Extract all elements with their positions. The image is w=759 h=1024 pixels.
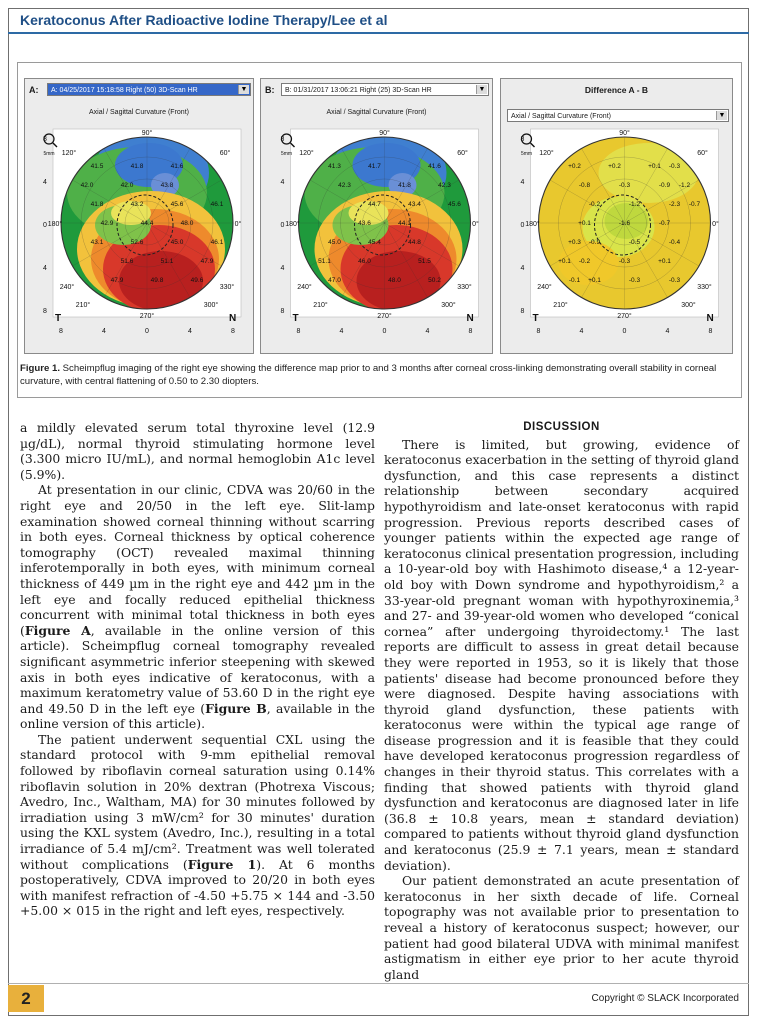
map-value: 52.6 xyxy=(130,239,144,246)
degree-label: 60° xyxy=(457,150,468,157)
map-value: 51.1 xyxy=(318,258,331,265)
n-label: N xyxy=(466,313,474,324)
degree-label: 210° xyxy=(75,302,91,309)
x-tick-label: 4 xyxy=(665,328,670,335)
map-value: 42.9 xyxy=(100,220,114,227)
panel-b-map xyxy=(261,119,492,353)
x-tick-label: 4 xyxy=(425,328,430,335)
map-value: -0.3 xyxy=(618,182,631,189)
map-value: 41.6 xyxy=(428,163,441,170)
y-tick-label: 8 xyxy=(43,308,47,315)
panel-b-exam-select[interactable] xyxy=(281,83,489,96)
footer-rule xyxy=(8,983,749,984)
map-value: -0.7 xyxy=(688,201,701,208)
map-value: 49.8 xyxy=(150,277,164,284)
n-label: N xyxy=(706,313,714,324)
figure-caption xyxy=(20,362,738,388)
x-tick-label: 8 xyxy=(536,328,541,335)
degree-label: 90° xyxy=(141,130,153,137)
right-paragraph-1: There is limited, but growing, evidence of keratoconus exacerbation in the setting of thyroid gland dysfunction, and this case represents a distinct relationship between secondary acquired hypothyroidism and late-onset keratoconus with rapid progression. Previous reports described cases of younger patients within the expected age range of keratoconus clinical presentation progression, including a 10-year-old boy with Hashimoto disease,⁴ a 12-year-old boy with Down syndrome and hypothyroidism,² a 33-year-old pregnant woman with hypothyroxinemia,³ and 27- and 39-year-old women who developed “conical cornea” after undergoing thyroidectomy.¹ The last reports are difficult to assess in great detail because they were reported in 1953, so it is likely that those patients' disease had become pronounced before they were diagnosed. Despite having associations with thyroid gland dysfunction, these patients with keratoconus were within the typical age range of disease progression and it is feasible that they could have developed keratoconus progression regardless of changes in their thyroid status. This correlates with a finding that showed patients with thyroid gland dysfunction and keratoconus are diagnosed later in life (36.8 ± 10.8 years, mean ± standard deviation) compared to patients without thyroid gland dysfunction and keratoconus (25.9 ± 7.1 years, mean ± standard deviation). xyxy=(384,436,739,873)
copyright: Copyright © SLACK Incorporated xyxy=(591,993,739,1004)
running-head: Keratoconus After Radioactive Iodine Therapy/Lee et al xyxy=(20,12,388,28)
map-value: 51.6 xyxy=(120,258,134,265)
y-tick-label: 0 xyxy=(280,222,285,229)
map-value: -0.2 xyxy=(588,201,601,208)
map-value: 46.0 xyxy=(358,258,371,265)
map-value: 50.2 xyxy=(428,277,441,284)
map-value: 47.9 xyxy=(110,277,124,284)
degree-label: 210° xyxy=(313,302,328,309)
map-value: +0.1 xyxy=(578,220,591,227)
y-tick-label: 4 xyxy=(520,265,525,272)
map-value: 42.0 xyxy=(80,182,94,189)
map-value: 41.3 xyxy=(328,163,341,170)
panel-difference xyxy=(500,78,733,354)
degree-label: 0° xyxy=(472,221,479,228)
left-column xyxy=(20,420,375,919)
map-value: -1.2 xyxy=(678,182,691,189)
x-tick-label: 4 xyxy=(102,328,106,335)
map-value: -0.3 xyxy=(618,258,631,265)
y-tick-label: 4 xyxy=(280,179,285,186)
map-value: -0.1 xyxy=(568,277,581,284)
map-value: 45.0 xyxy=(170,239,184,246)
map-value: 41.5 xyxy=(90,163,104,170)
map-value: 43.8 xyxy=(160,182,174,189)
figure-a-ref: Figure A xyxy=(24,622,91,638)
map-value: 43.4 xyxy=(408,201,421,208)
y-tick-label: 4 xyxy=(43,179,47,186)
right-paragraph-2: Our patient demonstrated an acute presentation of keratoconus in her sixth decade of life. Corneal topography was not available prior to presentation to reveal a history of keratoconus suspect; however, our patient had good bilateral UDVA with minimal manifest astigmatism in either eye prior to her acute thyroid gland xyxy=(384,873,739,982)
difference-map xyxy=(501,119,732,353)
map-value: 47.0 xyxy=(328,277,341,284)
x-tick-label: 0 xyxy=(622,328,627,335)
map-value: 46.1 xyxy=(210,201,224,208)
x-tick-label: 4 xyxy=(339,328,344,335)
map-value: -1.6 xyxy=(618,220,631,227)
x-tick-label: 4 xyxy=(188,328,192,335)
map-value: 49.6 xyxy=(190,277,204,284)
p3-text-b: ). At 6 months postoperatively, CDVA improved to 20/20 in both eyes with manifest refraction of -4.50 +5.75 × 144 and -3.50 +5.00 × 015 in the right and left eyes, respectively. xyxy=(20,856,375,919)
map-value: -0.3 xyxy=(628,277,641,284)
panel-a-map-title: Axial / Sagittal Curvature (Front) xyxy=(89,109,189,116)
degree-label: 0° xyxy=(234,221,242,228)
degree-label: 300° xyxy=(441,302,456,309)
panel-a-exam-select[interactable] xyxy=(47,83,251,96)
degree-label: 330° xyxy=(697,284,712,291)
map-value: 44.8 xyxy=(408,239,421,246)
difference-heading: Difference A - B xyxy=(584,85,649,95)
map-value: 41.7 xyxy=(368,163,381,170)
panel-b-map-title: Axial / Sagittal Curvature (Front) xyxy=(326,109,427,116)
degree-label: 270° xyxy=(377,313,392,320)
map-value: -2.3 xyxy=(668,201,681,208)
map-value: 45.4 xyxy=(368,239,381,246)
map-value: 46.1 xyxy=(210,239,224,246)
y-tick-label: 4 xyxy=(43,265,47,272)
map-value: +0.2 xyxy=(608,163,621,170)
panel-a-exam-value: A: 04/25/2017 15:18:58 Right (50) 3D-Scan HR xyxy=(51,87,198,94)
figure-b-ref: Figure B xyxy=(205,700,267,716)
map-value: 43.6 xyxy=(358,220,371,227)
y-tick-label: 0 xyxy=(43,222,47,229)
map-value: +0.1 xyxy=(558,258,571,265)
panel-b xyxy=(260,78,493,354)
y-tick-label: 8 xyxy=(520,308,525,315)
degree-label: 330° xyxy=(457,284,472,291)
map-value: 41.6 xyxy=(170,163,184,170)
map-value: 41.8 xyxy=(130,163,144,170)
map-value: -0.8 xyxy=(578,182,591,189)
map-value: 48.0 xyxy=(180,220,194,227)
p3-text-a: The patient underwent sequential CXL using the standard protocol with 9-mm epithelial removal followed by riboflavin corneal saturation using 0.14% riboflavin solution in 20% dextran (Photrexa Viscous; Avedro, Inc., Waltham, MA) for 30 minutes followed by irradiation using 3 mW/cm² for 30 minutes' duration using the KXL system (Avedro, Inc.), resulting in a total irradiance of 5.4 mJ/cm². Treatment was well tolerated without complications ( xyxy=(20,731,375,872)
caption-text: Scheimpflug imaging of the right eye showing the difference map prior to and 3 months after corneal cross-linking demonstrating overall stability in corneal curvature, with central flattening of 0.50 to 2.30 diopters. xyxy=(20,363,717,387)
degree-label: 330° xyxy=(219,284,235,291)
map-value: 44.7 xyxy=(368,201,381,208)
map-value: 43.1 xyxy=(90,239,104,246)
map-value: 42.3 xyxy=(438,182,451,189)
map-value: +0.1 xyxy=(648,163,661,170)
map-value: -0.4 xyxy=(668,239,681,246)
map-value: 47.9 xyxy=(200,258,214,265)
x-tick-label: 4 xyxy=(579,328,584,335)
degree-label: 60° xyxy=(697,150,708,157)
map-value: 44.4 xyxy=(140,220,154,227)
map-value: 42.3 xyxy=(338,182,351,189)
map-value: -0.5 xyxy=(628,239,641,246)
degree-label: 180° xyxy=(525,221,540,228)
map-value: 41.8 xyxy=(90,201,104,208)
panel-a-label: A: xyxy=(29,85,39,95)
degree-label: 300° xyxy=(203,302,219,309)
map-value: 43.2 xyxy=(130,201,144,208)
y-tick-label: 8 xyxy=(520,136,525,143)
p2-text-c: , available in the online version of this article). xyxy=(20,700,375,732)
map-value: -0.9 xyxy=(588,239,601,246)
x-tick-label: 0 xyxy=(382,328,387,335)
map-value: +0.3 xyxy=(568,239,581,246)
panel-a-map xyxy=(25,119,253,353)
map-value: +0.2 xyxy=(568,163,581,170)
right-column xyxy=(384,420,739,982)
degree-label: 240° xyxy=(297,284,312,291)
degree-label: 90° xyxy=(619,130,630,137)
degree-label: 210° xyxy=(553,302,568,309)
chevron-down-icon: ▼ xyxy=(716,111,727,120)
y-tick-label: 0 xyxy=(520,222,525,229)
page-number: 2 xyxy=(8,985,44,1012)
degree-label: 240° xyxy=(537,284,552,291)
map-value: 45.6 xyxy=(170,201,184,208)
y-tick-label: 8 xyxy=(280,136,285,143)
degree-label: 270° xyxy=(617,313,632,320)
y-tick-label: 4 xyxy=(280,265,285,272)
degree-label: 180° xyxy=(47,221,63,228)
map-value: -0.9 xyxy=(658,182,671,189)
difference-map-title: Axial / Sagittal Curvature (Front) xyxy=(511,113,611,120)
map-value: 44.1 xyxy=(398,220,411,227)
degree-label: 120° xyxy=(299,150,314,157)
y-tick-label: 8 xyxy=(43,136,47,143)
degree-label: 300° xyxy=(681,302,696,309)
panel-b-label: B: xyxy=(265,85,275,95)
p2-text-b: , available in the online version of this article). Scheimpflug corneal tomography revealed significant asymmetric inferior steepening with skewed axis in both eyes indicative of keratoconus, with a maximum keratometry value of 53.60 D in the right eye and 49.50 D in the left eye ( xyxy=(20,622,375,716)
map-value: 42.0 xyxy=(120,182,134,189)
left-paragraph-3 xyxy=(20,732,375,919)
discussion-heading: DISCUSSION xyxy=(523,421,600,433)
n-label: N xyxy=(229,313,237,324)
p2-text-a: At presentation in our clinic, CDVA was 20/60 in the right eye and 20/50 in the left eye. Slit-lamp examination showed corneal thinning without scarring in both eyes. Corneal thickness by optical coherence tomography (OCT) revealed maximal thinning inferotemporally in both eyes, with minimum corneal thickness of 449 µm in the right eye and 442 µm in the left eye and focally reduced epithelial thickness concurrent with minimal total thickness in both eyes ( xyxy=(20,482,375,638)
degree-label: 180° xyxy=(285,221,300,228)
t-label: T xyxy=(532,313,539,324)
x-tick-label: 8 xyxy=(708,328,713,335)
header-rule xyxy=(8,32,749,34)
degree-label: 0° xyxy=(712,221,719,228)
map-value: 48.0 xyxy=(388,277,401,284)
map-value: 45.6 xyxy=(448,201,461,208)
panel-a xyxy=(24,78,254,354)
x-tick-label: 8 xyxy=(59,328,63,335)
degree-label: 60° xyxy=(219,150,231,157)
zoom-label: 5mm xyxy=(43,151,55,157)
zoom-label: 5mm xyxy=(280,151,293,157)
map-value: 45.0 xyxy=(328,239,341,246)
degree-label: 270° xyxy=(139,313,155,320)
map-value: 51.1 xyxy=(160,258,174,265)
map-value: -0.3 xyxy=(668,277,681,284)
degree-label: 90° xyxy=(379,130,390,137)
map-value: -0.2 xyxy=(578,258,591,265)
x-tick-label: 0 xyxy=(145,328,149,335)
map-value: -1.2 xyxy=(628,201,641,208)
t-label: T xyxy=(292,313,299,324)
map-value: +0.1 xyxy=(588,277,601,284)
map-value: 51.5 xyxy=(418,258,431,265)
y-tick-label: 4 xyxy=(520,179,525,186)
panel-b-exam-value: B: 01/31/2017 13:06:21 Right (25) 3D-Scan HR xyxy=(285,87,432,94)
left-paragraph-1: a mildly elevated serum total thyroxine level (12.9 µg/dL), normal thyroid stimulating hormone level (3.300 micro IU/mL), and normal hemoglobin A1c level (5.9%). xyxy=(20,420,375,482)
t-label: T xyxy=(55,313,62,324)
chevron-down-icon: ▼ xyxy=(476,85,487,94)
map-value: 41.8 xyxy=(398,182,411,189)
x-tick-label: 8 xyxy=(231,328,235,335)
degree-label: 240° xyxy=(59,284,75,291)
caption-label: Figure 1. xyxy=(20,363,60,374)
x-tick-label: 8 xyxy=(468,328,473,335)
map-value: +0.1 xyxy=(658,258,671,265)
left-paragraph-2 xyxy=(20,482,375,732)
chevron-down-icon: ▼ xyxy=(238,85,249,94)
map-value: -0.3 xyxy=(668,163,681,170)
zoom-label: 5mm xyxy=(520,151,533,157)
y-tick-label: 8 xyxy=(280,308,285,315)
x-tick-label: 8 xyxy=(296,328,301,335)
figure-1-ref: Figure 1 xyxy=(187,856,257,872)
degree-label: 120° xyxy=(61,150,77,157)
map-value: -0.7 xyxy=(658,220,671,227)
degree-label: 120° xyxy=(539,150,554,157)
